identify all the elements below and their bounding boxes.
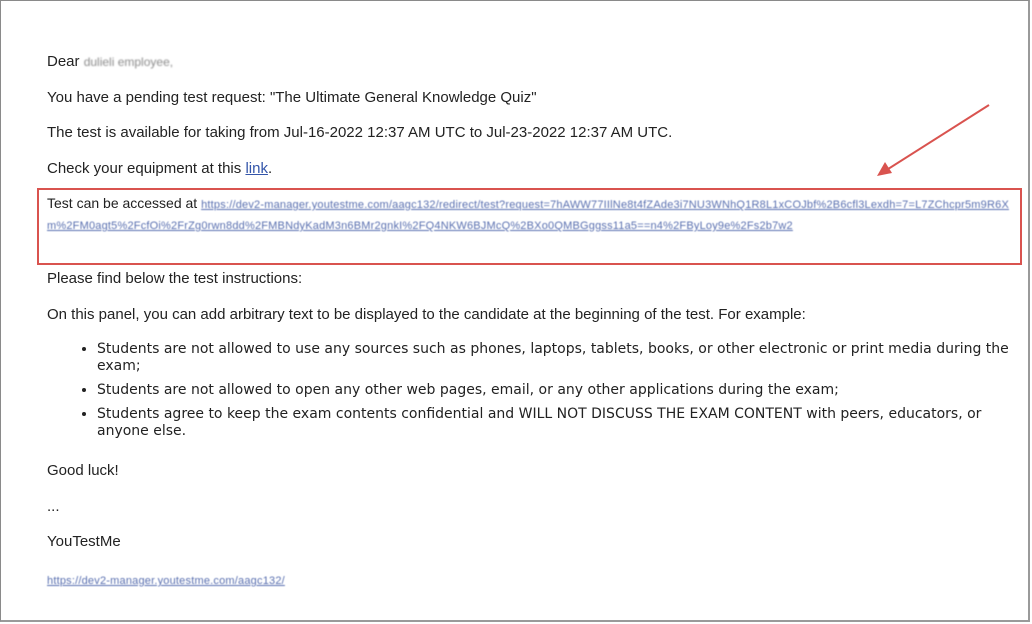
- good-luck-text: Good luck!: [47, 462, 119, 479]
- equipment-link[interactable]: link: [245, 160, 268, 177]
- signature-text: YouTestMe: [47, 533, 121, 550]
- red-arrow-icon: [871, 101, 1001, 181]
- instructions-intro: Please find below the test instructions:: [47, 270, 303, 287]
- ellipsis-text: ...: [47, 498, 60, 515]
- equipment-line: [47, 160, 272, 178]
- access-url-link[interactable]: https://dev2-manager.youtestme.com/aagc132/redirect/test?request=7hAWW77IIlNe8t4fZAde3i7NU3WNhQ1R8L1xCOJbf%2B6cfl3Lexdh=7=L7ZChcpr5m9R6Xm%2FM0agt5%2FcfOi%2FrZg0rwn8dd%2FMBNdyKadM3n6BMr2gnkI%2FQ4NKW6BJMcQ%2BXo0QMBGggss11a5==n4%2FByLoy9e%2Fs2b7w2: [47, 199, 1009, 232]
- greeting-prefix: Dear: [47, 53, 80, 70]
- equipment-prefix: Check your equipment at this: [47, 160, 242, 177]
- equipment-suffix: .: [267, 160, 273, 177]
- rule-item: • Students agree to keep the exam contents confidential and WILL NOT DISCUSS THE EXAM CONTENT with peers, educators, or anyone else.: [97, 406, 1015, 440]
- panel-text: On this panel, you can add arbitrary text to be displayed to the candidate at the beginning of the test. For example:: [47, 306, 806, 323]
- rule-item: • Students are not allowed to open any other web pages, email, or any other applications during the exam;: [97, 382, 1015, 399]
- footer-url-link[interactable]: https://dev2-manager.youtestme.com/aagc132/: [47, 575, 285, 587]
- rule-item: • Students are not allowed to use any sources such as phones, laptops, tablets, books, or other electronic or print media during the exam;: [97, 341, 1015, 375]
- rules-list: [51, 341, 1015, 447]
- access-prefix: Test can be accessed at: [47, 195, 198, 211]
- footer-line: [47, 571, 285, 590]
- pending-request-text: You have a pending test request: "The Ultimate General Knowledge Quiz": [47, 89, 537, 106]
- availability-text: The test is available for taking from Jul-16-2022 12:37 AM UTC to Jul-23-2022 12:37 AM UTC.: [47, 124, 673, 141]
- greeting: [47, 53, 173, 71]
- access-line: [47, 195, 1015, 237]
- recipient-name: dulieli employee,: [83, 55, 174, 69]
